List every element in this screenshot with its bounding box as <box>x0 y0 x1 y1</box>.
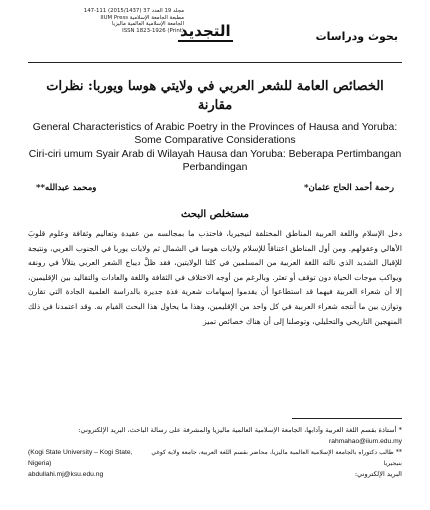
page-header <box>28 0 402 63</box>
footnote-1: * أستاذة بقسم اللغة العربية وآدابها، الجامعة الإسلامية العالمية ماليزيا والمشرفة على رسالة الباحث، البريد الإلكتروني: <box>78 426 402 434</box>
footnote-2-affiliation: (Kogi State University – Kogi State, Nigeria) <box>28 449 133 467</box>
journal-logo: التجديد <box>180 22 231 40</box>
journal-meta-line: IIUM Press مطبعة الجامعة الإسلامية <box>100 14 184 21</box>
journal-meta <box>34 8 184 34</box>
footnote-2-row <box>28 447 402 469</box>
email-label: البريد الإلكتروني: <box>354 470 402 478</box>
footnote-2: ** طالب دكتوراه بالجامعة الإسلامية العالمية ماليزيا، محاضر بقسم اللغة العربية، جامعة ولاية كوغي بنيجيريا <box>151 449 402 467</box>
footnote-2-email-row <box>28 469 402 480</box>
footnote-divider <box>292 418 402 419</box>
email-link[interactable]: abdullahi.mj@ksu.edu.ng <box>28 471 104 478</box>
title-english: General Characteristics of Arabic Poetry in the Provinces of Hausa and Yoruba: Some Comparative Considerations <box>32 122 398 146</box>
footnotes <box>28 418 402 480</box>
journal-meta-line: الجامعة الإسلامية العالمية ماليزيا <box>111 21 184 28</box>
section-label: بحوث ودراسات <box>315 30 398 43</box>
journal-meta-line: ISSN 1823-1926 (Print) <box>122 27 184 34</box>
abstract-heading: مستخلص البحث <box>181 209 249 220</box>
author-first: رحمة أحمد الحاج عثمان* <box>303 183 394 193</box>
journal-meta-line: 147-111 (2015/1437) 37 مجلد 19 العدد <box>83 8 184 14</box>
email-link[interactable]: rahmahao@iium.edu.my <box>329 438 402 445</box>
abstract-body: دخل الإسلام واللغة العربية المناطق المختلفة لنيجيريا، فاحتذب ما بمجالسه من عقيدة وتعاليم وثقافة وعلوم قلوبَ الأهالي وعقولهم. ومن أول المناطق اعتناقاً للإسلام ولايات هوسا في الشمال ثم ولايات يوربا في الجنوب الغربي، ونتيجة للإقبال الشديد الذي نالته اللغة العربية من المسلمين في كلتا الولايتين، فقد ظلَّ ديباج الشعر العربي يتلألأ في رونقه ويواكب موجات الحياة دون توقف أو تعثر. وبالرغم من أوجه الاختلاف في الثقافة واللغة والعادات والتقاليد بين الإقليمين، إلا أن شعراء العربية فيهما قد استطاعوا أن يقدموا إسهامات شعرية فذة جديرة بالدراسة العلمية الجادة التي تقارن وتوازن بين ما أنتجه شعراء العربية في كل واحد من الإقليمين، وهذا ما يحاول هذا البحث القيام به. وقد اعتمدنا في ذلك المنهجين التاريخي والتحليلي، وتوصلنا إلى أن هناك خصائص تميز <box>28 229 402 326</box>
title-arabic: الخصائص العامة للشعر العربي في ولايتي هوسا ويوربا: نظرات مقارنة <box>46 79 384 113</box>
authors <box>28 183 402 193</box>
author-second: ومحمد عبدالله** <box>36 183 97 193</box>
footnote-1-email <box>28 436 402 447</box>
title-malay: Ciri-ciri umum Syair Arab di Wilayah Hausa dan Yoruba: Beberapa Pertimbangan Perbandingan <box>28 149 402 173</box>
